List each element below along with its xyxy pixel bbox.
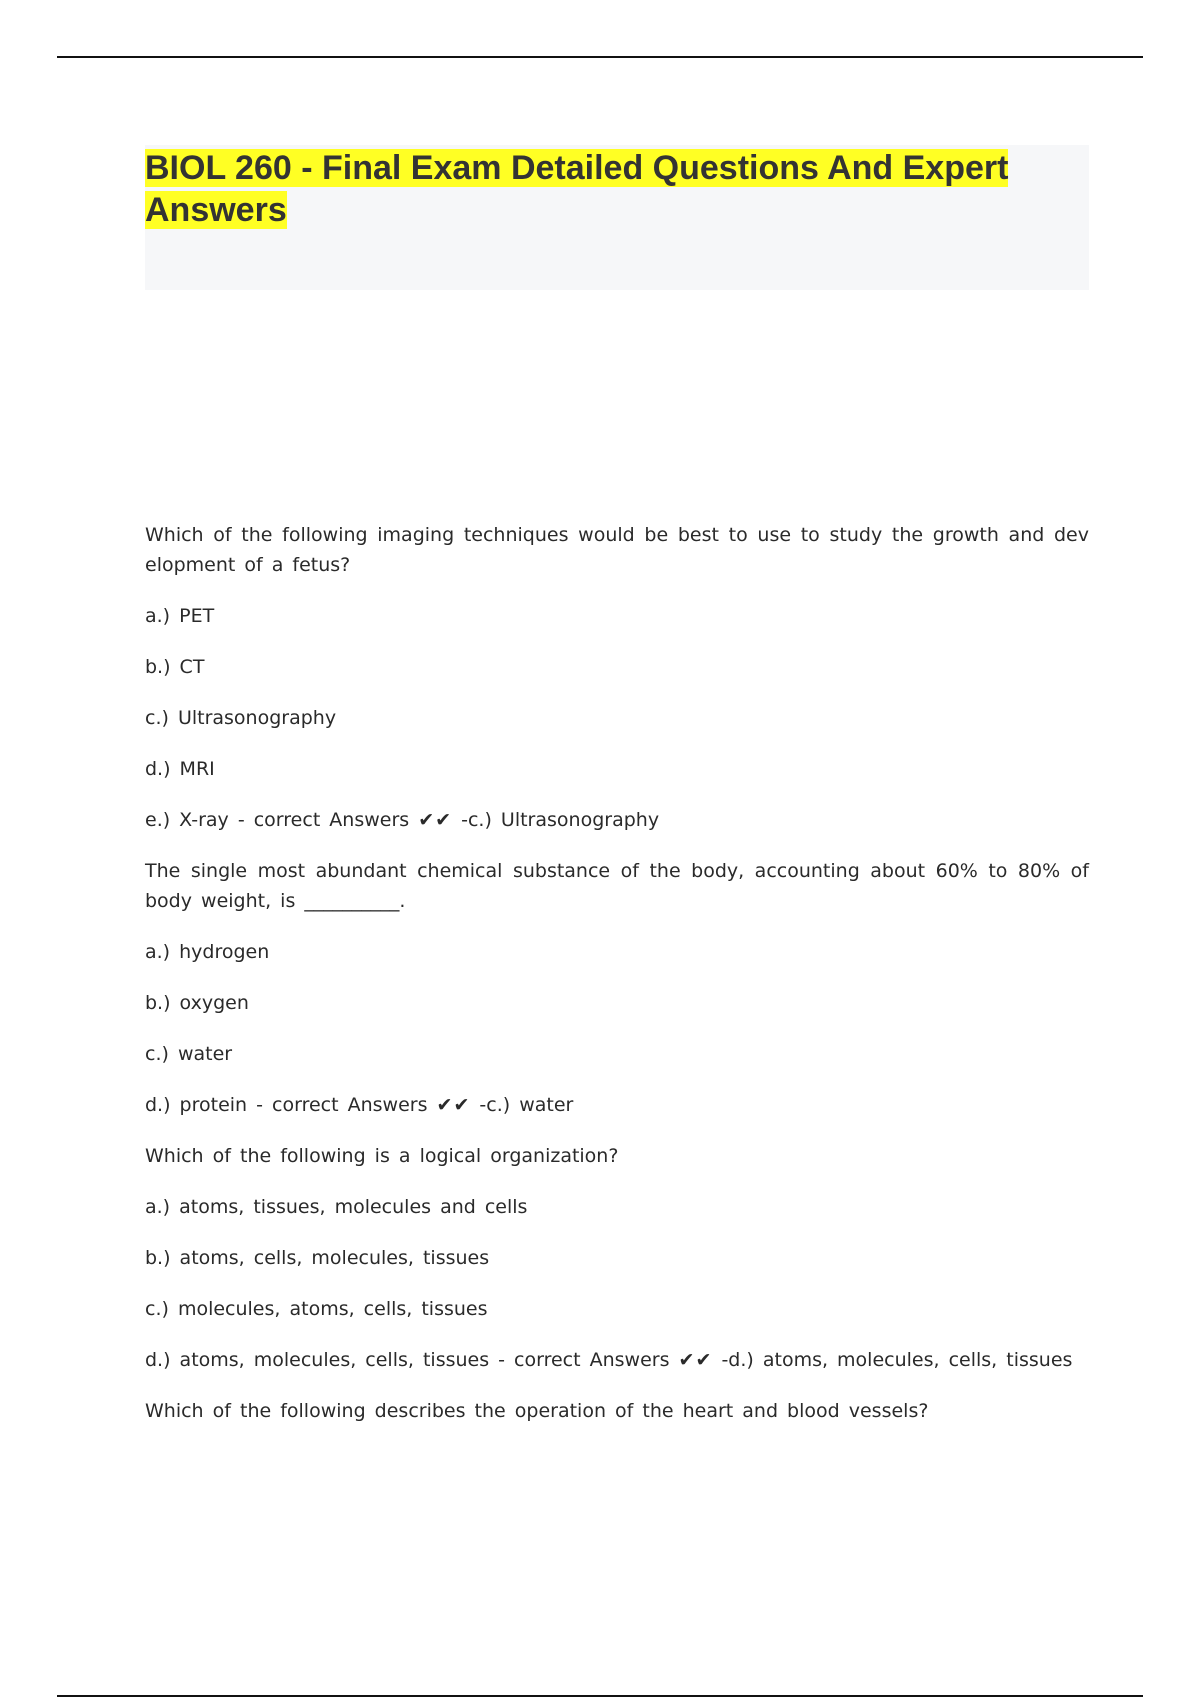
question-3-answer: -d.) atoms, molecules, cells, tissues — [721, 1349, 1073, 1371]
bottom-rule — [57, 1695, 1143, 1697]
check-mark-icon: ✔✔ — [678, 1349, 713, 1371]
question-3-answer-line — [145, 1345, 1089, 1375]
check-mark-icon: ✔✔ — [418, 809, 453, 831]
question-3-option-c: c.) molecules, atoms, cells, tissues — [145, 1298, 488, 1320]
question-2-option-a: a.) hydrogen — [145, 941, 270, 963]
document-body — [145, 520, 1089, 1447]
question-2-answer: -c.) water — [479, 1094, 574, 1116]
check-mark-icon: ✔✔ — [436, 1094, 471, 1116]
question-1-prompt: Which of the following imaging techniques would be best to use to study the growth and development of a fetus? — [145, 524, 1089, 576]
question-2-option-d: d.) protein - correct Answers — [145, 1094, 428, 1116]
question-3-option-a: a.) atoms, tissues, molecules and cells — [145, 1196, 528, 1218]
title-block — [145, 145, 1089, 290]
top-rule — [57, 56, 1143, 58]
question-1-option-a: a.) PET — [145, 605, 215, 627]
question-1-option-e: e.) X-ray - correct Answers — [145, 809, 410, 831]
question-1-answer-line — [145, 805, 1089, 835]
question-2-prompt: The single most abundant chemical substance of the body, accounting about 60% to 80% of body weight, is __________. — [145, 860, 1089, 912]
question-3-prompt: Which of the following is a logical organization? — [145, 1145, 619, 1167]
document-title: BIOL 260 - Final Exam Detailed Questions And Expert Answers — [145, 149, 1009, 229]
question-1-option-d: d.) MRI — [145, 758, 215, 780]
question-2-option-b: b.) oxygen — [145, 992, 249, 1014]
question-3-option-b: b.) atoms, cells, molecules, tissues — [145, 1247, 490, 1269]
question-2-answer-line — [145, 1090, 1089, 1120]
question-1-option-c: c.) Ultrasonography — [145, 707, 337, 729]
question-1-answer: -c.) Ultrasonography — [461, 809, 660, 831]
question-2-option-c: c.) water — [145, 1043, 233, 1065]
question-1-option-b: b.) CT — [145, 656, 205, 678]
question-4-prompt: Which of the following describes the operation of the heart and blood vessels? — [145, 1400, 929, 1422]
question-3-option-d: d.) atoms, molecules, cells, tissues - correct Answers — [145, 1349, 670, 1371]
